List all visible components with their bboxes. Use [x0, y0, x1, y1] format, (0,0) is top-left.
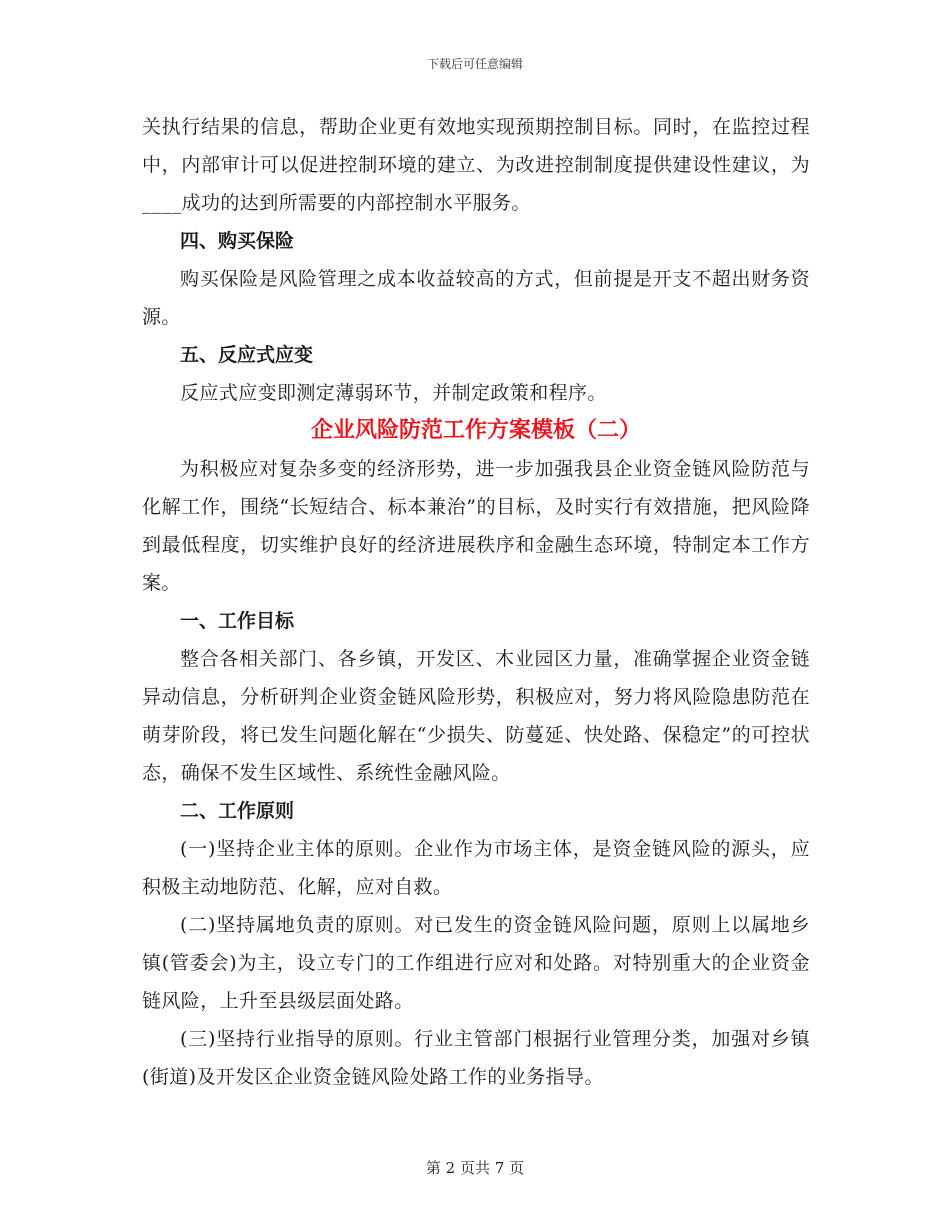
- paragraph: 整合各相关部门、各乡镇，开发区、木业园区力量，准确掌握企业资金链异动信息，分析研判企业资金链风险形势，积极应对，努力将风险隐患防范在萌芽阶段，将已发生问题化解在“少损失、防蔓延、快处路、保稳定”的可控状态，确保不发生区域性、系统性金融风险。: [142, 648, 810, 784]
- paragraph-principle-3: (三)坚持行业指导的原则。行业主管部门根据行业管理分类，加强对乡镇(街道)及开发区企业资金链风险处路工作的业务指导。: [142, 1028, 810, 1088]
- page-header: 下载后可任意编辑: [426, 57, 523, 71]
- document-title: 企业风险防范工作方案模板（二）: [310, 418, 641, 443]
- paragraph-principle-1: (一)坚持企业主体的原则。企业作为市场主体，是资金链风险的源头，应积极主动地防范、化解，应对自救。: [142, 838, 810, 898]
- paragraph: 反应式应变即测定薄弱环节，并制定政策和程序。: [180, 382, 607, 404]
- document-body: [142, 108, 810, 1096]
- section-heading-principles: 二、工作原则: [180, 800, 295, 822]
- section-heading-reactive: 五、反应式应变: [180, 344, 314, 366]
- paragraph-continued: 关执行结果的信息，帮助企业更有效地实现预期控制目标。同时，在监控过程中，内部审计可以促进控制环境的建立、为改进控制制度提供建设性建议，为____成功的达到所需要的内部控制水平服务。: [142, 116, 810, 214]
- section-heading-goal: 一、工作目标: [180, 610, 295, 632]
- page-footer: 第 2 页共 7 页: [425, 1159, 525, 1177]
- paragraph-intro: 为积极应对复杂多变的经济形势，进一步加强我县企业资金链风险防范与化解工作，围绕“长短结合、标本兼治”的目标，及时实行有效措施，把风险降到最低程度，切实维护良好的经济进展秩序和金融生态环境，特制定本工作方案。: [142, 458, 810, 594]
- section-heading-insurance: 四、购买保险: [180, 230, 295, 252]
- paragraph: 购买保险是风险管理之成本收益较高的方式，但前提是开支不超出财务资源。: [142, 268, 810, 328]
- paragraph-principle-2: (二)坚持属地负责的原则。对已发生的资金链风险问题，原则上以属地乡镇(管委会)为主，设立专门的工作组进行应对和处路。对特别重大的企业资金链风险，上升至县级层面处路。: [142, 914, 810, 1012]
